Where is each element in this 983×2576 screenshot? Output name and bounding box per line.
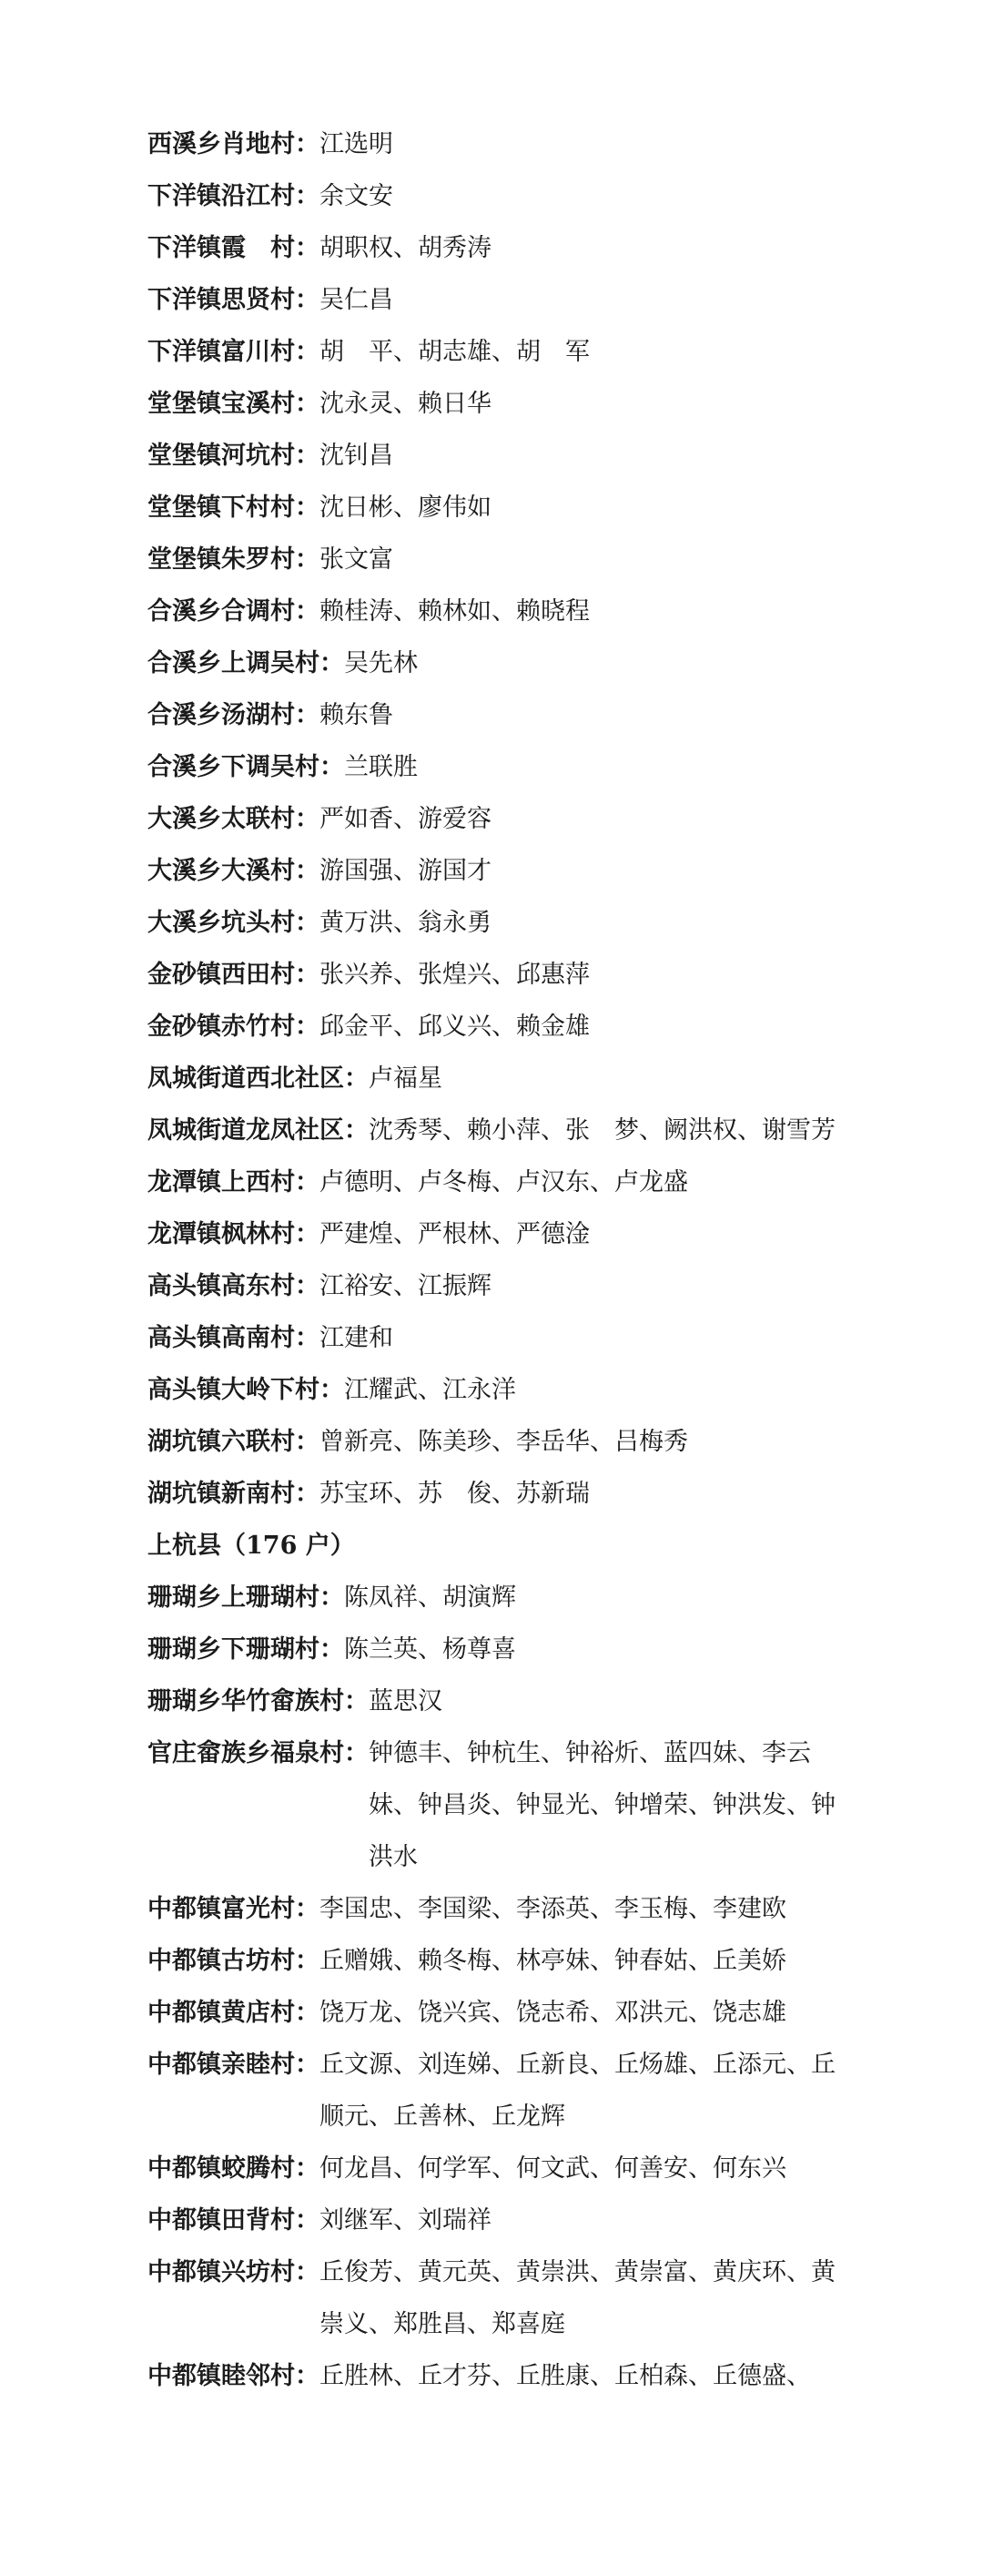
list-item [147,793,837,845]
village-label: 合溪乡上调吴村： [147,649,344,677]
household-names: 吴先林 [344,649,418,677]
village-label: 金砂镇赤竹村： [147,1013,319,1041]
village-label: 珊瑚乡下珊瑚村： [147,1635,344,1664]
list-item [147,2039,837,2143]
village-label: 大溪乡太联村： [147,805,319,833]
household-names: 江选明 [319,130,393,158]
household-names: 严如香、游爱容 [319,805,492,833]
household-names: 丘赠娥、赖冬梅、林亭妹、钟春姑、丘美娇 [319,1947,786,1975]
list-item [147,482,837,534]
list-item [147,949,837,1001]
list-item [147,1364,837,1416]
section-heading [147,1520,837,1572]
village-label: 堂堡镇下村村： [147,494,319,522]
village-label: 龙潭镇枫林村： [147,1220,319,1248]
village-label: 大溪乡坑头村： [147,909,319,937]
household-names: 丘俊芳、黄元英、黄崇洪、黄崇富、黄庆环、黄崇义、郑胜昌、郑喜庭 [319,2258,836,2338]
list-item [147,1987,837,2039]
list-item [147,1105,837,1156]
village-label: 凤城街道龙凤社区： [147,1116,369,1145]
list-item [147,170,837,222]
list-item [147,2194,837,2246]
village-label: 官庄畲族乡福泉村： [147,1739,369,1767]
household-names: 胡 平、胡志雄、胡 军 [319,338,590,366]
list-item [147,1208,837,1260]
household-names: 沈秀琴、赖小萍、张 梦、阙洪权、谢雪芳 [369,1116,836,1145]
list-item [147,585,837,637]
village-label: 合溪乡合调村： [147,597,319,626]
list-item [147,118,837,170]
household-names: 江建和 [319,1324,393,1352]
household-names: 李国忠、李国梁、李添英、李玉梅、李建欧 [319,1895,786,1923]
village-label: 中都镇田背村： [147,2206,319,2235]
household-names: 何龙昌、何学军、何文武、何善安、何东兴 [319,2154,786,2183]
list-item [147,2143,837,2194]
list-item [147,1675,837,1727]
household-names: 卢福星 [369,1064,442,1093]
household-names: 饶万龙、饶兴宾、饶志希、邓洪元、饶志雄 [319,1999,786,2027]
household-names: 丘胜林、丘才芬、丘胜康、丘柏森、丘德盛、 [319,2362,811,2390]
list-item [147,689,837,741]
list-item [147,1935,837,1987]
village-label: 高头镇高南村： [147,1324,319,1352]
list-item [147,845,837,897]
household-names: 张兴养、张煌兴、邱惠萍 [319,961,590,989]
village-label: 珊瑚乡上珊瑚村： [147,1583,344,1612]
village-label: 凤城街道西北社区： [147,1064,369,1093]
village-label: 高头镇大岭下村： [147,1376,344,1404]
village-label: 西溪乡肖地村： [147,130,319,158]
list-item [147,1727,837,1883]
document-body [147,118,837,2402]
household-names: 沈钊昌 [319,442,393,470]
list-item [147,1053,837,1105]
list-item [147,2350,837,2402]
village-label: 合溪乡汤湖村： [147,701,319,729]
village-label: 中都镇睦邻村： [147,2362,319,2390]
list-item [147,378,837,430]
list-item [147,2246,837,2350]
list-item [147,1624,837,1675]
list-item [147,1468,837,1520]
household-names: 沈日彬、廖伟如 [319,494,492,522]
household-names: 江耀武、江永洋 [344,1376,516,1404]
household-names: 丘文源、刘连娣、丘新良、丘炀雄、丘添元、丘顺元、丘善林、丘龙辉 [319,2051,836,2131]
household-names: 刘继军、刘瑞祥 [319,2206,492,2235]
household-names: 游国强、游国才 [319,857,492,885]
household-names: 陈兰英、杨尊喜 [344,1635,516,1664]
household-names: 赖东鲁 [319,701,393,729]
household-names: 兰联胜 [344,753,418,781]
village-label: 堂堡镇朱罗村： [147,545,319,574]
household-names: 黄万洪、翁永勇 [319,909,492,937]
list-item [147,1312,837,1364]
household-names: 卢德明、卢冬梅、卢汉东、卢龙盛 [319,1168,688,1196]
county-heading: 上杭县（176 户） [147,1532,355,1560]
household-names: 赖桂涛、赖林如、赖晓程 [319,597,590,626]
list-item [147,1260,837,1312]
household-names: 吴仁昌 [319,286,393,314]
village-label: 金砂镇西田村： [147,961,319,989]
list-item [147,534,837,585]
household-names: 胡职权、胡秀涛 [319,234,492,262]
village-label: 堂堡镇河坑村： [147,442,319,470]
list-item [147,1883,837,1935]
village-label: 中都镇富光村： [147,1895,319,1923]
village-label: 大溪乡大溪村： [147,857,319,885]
village-label: 龙潭镇上西村： [147,1168,319,1196]
list-item [147,741,837,793]
village-label: 珊瑚乡华竹畲族村： [147,1687,369,1716]
village-label: 下洋镇富川村： [147,338,319,366]
household-names: 沈永灵、赖日华 [319,390,492,418]
list-item [147,1572,837,1624]
village-label: 湖坑镇新南村： [147,1480,319,1508]
village-label: 中都镇古坊村： [147,1947,319,1975]
list-item [147,430,837,482]
household-names: 江裕安、江振辉 [319,1272,492,1300]
village-label: 中都镇蛟腾村： [147,2154,319,2183]
list-item [147,897,837,949]
list-item [147,274,837,326]
village-label: 湖坑镇六联村： [147,1428,319,1456]
household-names: 张文富 [319,545,393,574]
list-item [147,1416,837,1468]
village-label: 下洋镇沿江村： [147,182,319,210]
household-names: 曾新亮、陈美珍、李岳华、吕梅秀 [319,1428,688,1456]
household-names: 严建煌、严根林、严德淦 [319,1220,590,1248]
list-item [147,1156,837,1208]
household-names: 余文安 [319,182,393,210]
village-label: 下洋镇思贤村： [147,286,319,314]
village-label: 中都镇亲睦村： [147,2051,319,2079]
household-names: 苏宝环、苏 俊、苏新瑞 [319,1480,590,1508]
household-names: 钟德丰、钟杭生、钟裕炘、蓝四妹、李云妹、钟昌炎、钟显光、钟增荣、钟洪发、钟洪水 [369,1739,836,1871]
household-names: 邱金平、邱义兴、赖金雄 [319,1013,590,1041]
list-item [147,326,837,378]
village-label: 堂堡镇宝溪村： [147,390,319,418]
list-item [147,1001,837,1053]
list-item [147,637,837,689]
village-label: 下洋镇霞 村： [147,234,319,262]
household-names: 蓝思汉 [369,1687,442,1716]
village-label: 中都镇兴坊村： [147,2258,319,2286]
village-label: 中都镇黄店村： [147,1999,319,2027]
village-label: 合溪乡下调吴村： [147,753,344,781]
household-names: 陈凤祥、胡演辉 [344,1583,516,1612]
list-item [147,222,837,274]
village-label: 高头镇高东村： [147,1272,319,1300]
